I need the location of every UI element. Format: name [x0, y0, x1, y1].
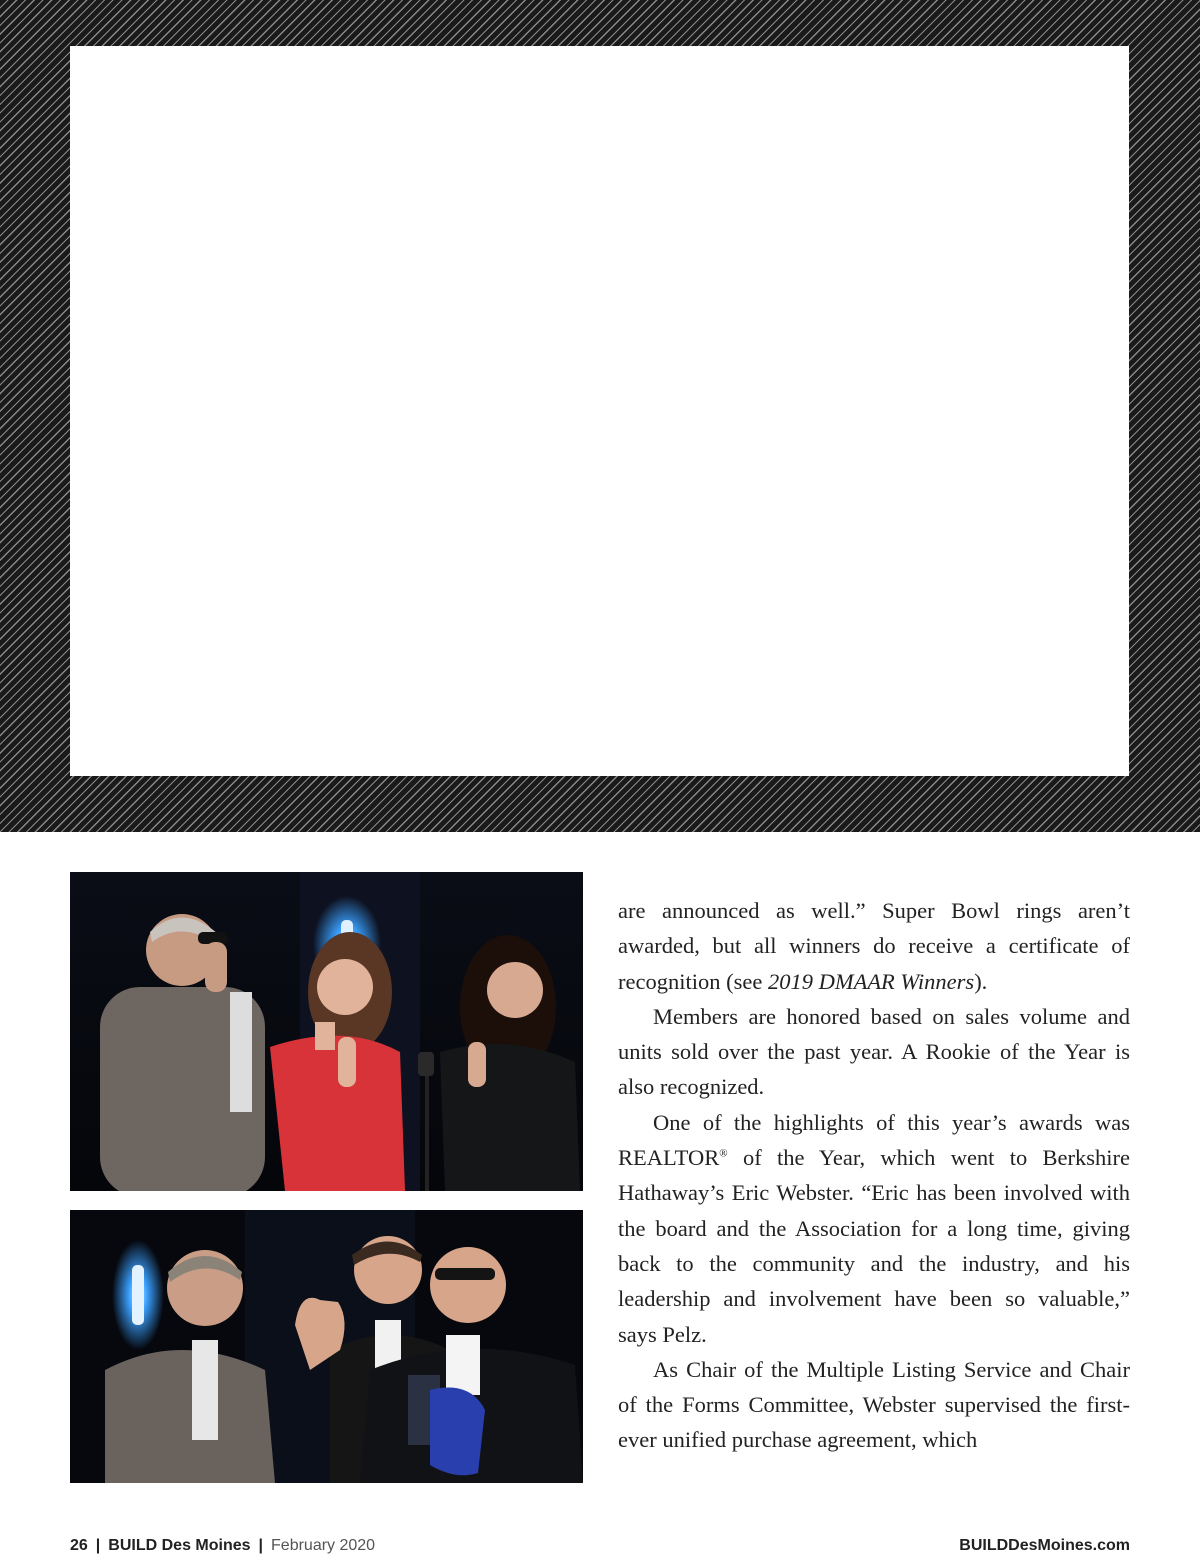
article-paragraph-4: As Chair of the Multiple Listing Service and Chair of the Forms Committee, Webster supervised the first-ever unified purchase agreement, which [618, 1356, 1130, 1453]
photo-oath-ceremony-image [70, 872, 583, 1191]
article-paragraph-2: Members are honored based on sales volume and units sold over the past year. A Rookie of the Year is also recognized. [618, 1003, 1130, 1100]
publication-name: BUILD Des Moines [108, 1537, 251, 1554]
page-number: 26 [70, 1537, 88, 1554]
article-paragraph-1 [618, 893, 1130, 999]
footer-separator: | [258, 1537, 264, 1554]
page-footer [70, 1537, 1130, 1561]
registered-mark: ® [719, 1147, 728, 1160]
footer-separator: | [95, 1537, 101, 1554]
photo-award-recipient [70, 1210, 583, 1483]
footer-left [70, 1537, 375, 1555]
paragraph-1-text: are announced as well.” Super Bowl rings aren’t awarded, but all winners do receive a certificate of recognition (see [618, 898, 1130, 994]
paragraph-3-continued: of the Year, which went to Berkshire Hathaway’s Eric Webster. “Eric has been involved with the board and the Association for a long time, giving back to the community and the industry, and his leadership and involvement have been so valuable,” says Pelz. [618, 1145, 1130, 1347]
issue-date: February 2020 [271, 1537, 376, 1554]
paragraph-3-text: One of the highlights of this year’s awards was REALTOR [618, 1109, 1130, 1171]
website-link[interactable]: BUILDDesMoines.com [959, 1537, 1130, 1554]
photo-oath-ceremony [70, 872, 583, 1191]
paragraph-1-end: ). [974, 968, 988, 994]
winners-reference: 2019 DMAAR Winners [767, 968, 975, 994]
photo-award-recipient-image [70, 1210, 583, 1483]
article-body [618, 893, 1130, 1458]
blank-content-area [70, 46, 1129, 776]
article-paragraph-3 [618, 1105, 1130, 1352]
